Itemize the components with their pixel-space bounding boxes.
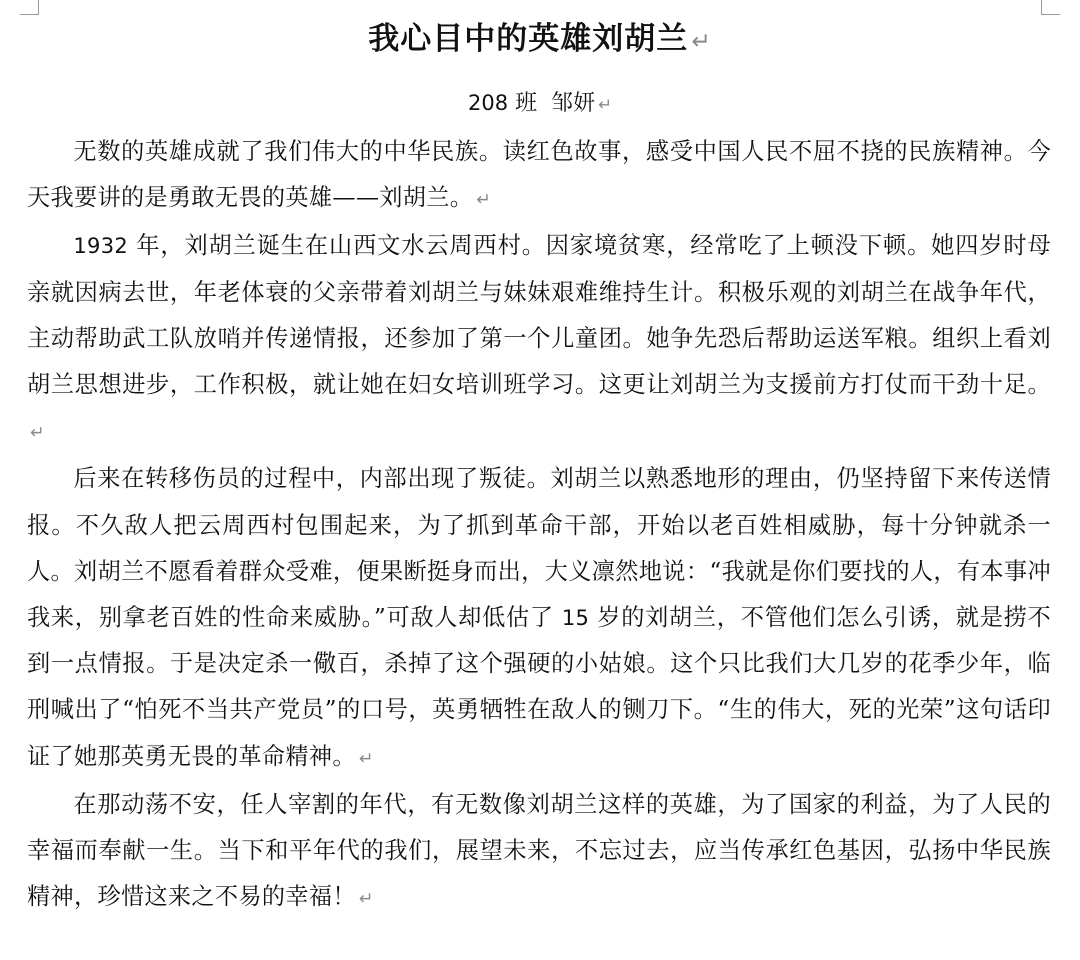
paragraph-intro bbox=[27, 129, 1051, 223]
page-corner-mark-right bbox=[1041, 0, 1060, 15]
paragraph-mark-icon: ↵ bbox=[30, 423, 45, 444]
paragraph-mark-icon: ↵ bbox=[598, 95, 612, 114]
paragraph-conclusion bbox=[27, 782, 1051, 923]
class-label: 班 bbox=[515, 91, 538, 116]
title-text: 我心目中的英雄刘胡兰 bbox=[368, 21, 689, 57]
paragraph-sacrifice bbox=[27, 456, 1051, 781]
paragraph-mark-icon: ↵ bbox=[691, 28, 712, 55]
paragraph-text: 年，刘胡兰诞生在山西文水云周西村。因家境贫寒，经常吃了上顿没下顿。她四岁时母亲就因病去世，年老体衰的父亲带着刘胡兰与妹妹艰难维持生计。积极乐观的刘胡兰在战争年代，主动帮助武工队放哨并传递情报，还参加了第一个儿童团。她争先恐后帮助运送军粮。组织上看刘胡兰思想进步，工作积极，就让她在妇女培训班学习。这更让刘胡兰为支援前方打仗而干劲十足。 bbox=[27, 232, 1051, 399]
paragraph-mark-icon: ↵ bbox=[476, 190, 492, 211]
document-title bbox=[0, 16, 1080, 65]
paragraph-biography bbox=[27, 223, 1051, 456]
paragraph-text: 无数的英雄成就了我们伟大的中华民族。读红色故事，感受中国人民不屈不挠的民族精神。今天我要讲的是勇敢无畏的英雄——刘胡兰。 bbox=[27, 138, 1051, 212]
paragraph-mark-icon: ↵ bbox=[358, 748, 374, 769]
birth-year: 1932 bbox=[73, 234, 129, 259]
paragraph-text: 在那动荡不安，任人宰割的年代，有无数像刘胡兰这样的英雄，为了国家的利益，为了人民的幸福而奉献一生。当下和平年代的我们，展望未来，不忘过去，应当传承红色基因，弘扬中华民族精神，珍惜这来之不易的幸福！ bbox=[27, 790, 1051, 911]
document-body bbox=[27, 129, 1051, 922]
page-corner-mark-left bbox=[20, 0, 39, 15]
class-number: 208 bbox=[468, 91, 509, 115]
age-number: 15 bbox=[561, 606, 590, 631]
paragraph-mark-icon: ↵ bbox=[358, 889, 374, 910]
paragraph-text-before: 后来在转移伤员的过程中，内部出现了叛徒。刘胡兰以熟悉地形的理由，仍坚持留下来传送情报。不久敌人把云周西村包围起来，为了抓到革命干部，开始以老百姓相威胁，每十分钟就杀一人。刘胡兰不愿看着群众受难，便果断挺身而出，大义凛然地说：“我就是你们要找的人，有本事冲我来，别拿老百姓的性命来威胁。”可敌人却低估了 bbox=[27, 465, 1051, 632]
author-byline bbox=[0, 85, 1080, 123]
paragraph-text-after: 岁的刘胡兰，不管他们怎么引诱，就是捞不到一点情报。于是决定杀一儆百，杀掉了这个强硬的小姑娘。这个只比我们大几岁的花季少年，临刑喊出了“怕死不当共产党员”的口号，英勇牺牲在敌人的铡刀下。“生的伟大，死的光荣”这句话印证了她那英勇无畏的革命精神。 bbox=[27, 604, 1051, 770]
author-name: 邹妍 bbox=[551, 91, 596, 116]
